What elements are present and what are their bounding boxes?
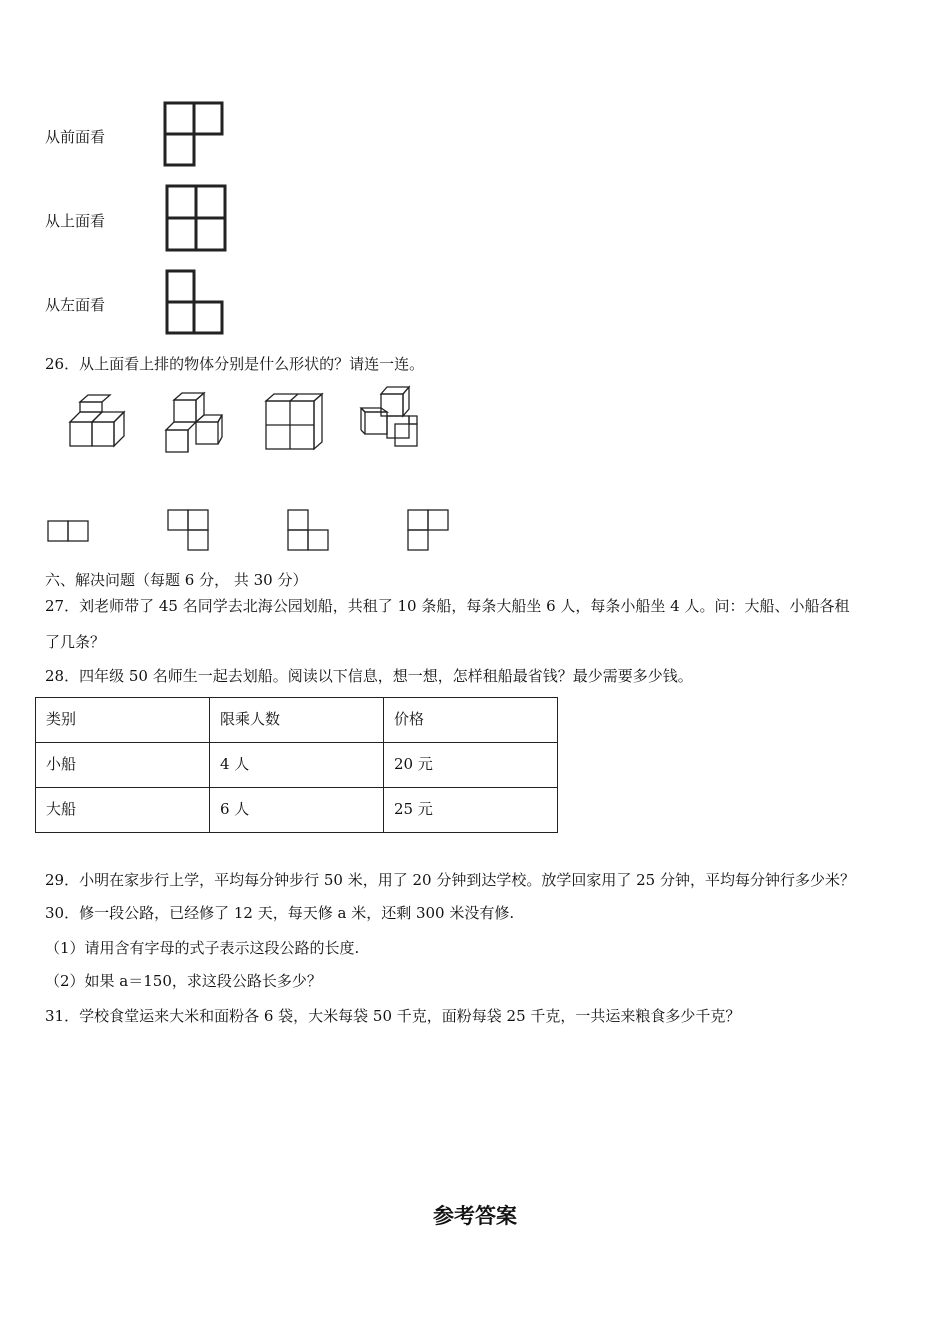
- cube-stack-3: [262, 393, 327, 453]
- question-26: 26．从上面看上排的物体分别是什么形状的？请连一连。: [45, 355, 425, 373]
- section-6-title: 六、解决问题（每题 6 分， 共 30 分）: [45, 571, 308, 589]
- table-cell: 20 元: [384, 743, 558, 788]
- cube-stack-1: [60, 400, 130, 455]
- table-header-cell: 价格: [384, 698, 558, 743]
- top-shape-3: [284, 507, 332, 555]
- boat-rental-table: [35, 697, 558, 833]
- top-shape-2: [164, 507, 212, 555]
- question-30-sub1: （1）请用含有字母的式子表示这段公路的长度.: [45, 939, 360, 957]
- question-27-line2: 了几条？: [45, 633, 106, 651]
- question-27-line1: 27．刘老师带了 45 名同学去北海公园划船，共租了 10 条船，每条大船坐 6 人，每条小船坐 4 人。问：大船、小船各租: [45, 597, 850, 615]
- table-cell: 小船: [36, 743, 210, 788]
- left-view-label: 从左面看: [45, 296, 106, 314]
- table-cell: 4 人: [210, 743, 384, 788]
- cube-stack-2: [158, 392, 228, 457]
- table-header-cell: 限乘人数: [210, 698, 384, 743]
- top-view-figure: [160, 183, 230, 253]
- question-30-sub2: （2）如果 a＝150，求这段公路长多少？: [45, 972, 322, 990]
- front-view-figure: [160, 100, 230, 170]
- table-header-cell: 类别: [36, 698, 210, 743]
- top-shape-4: [404, 507, 452, 555]
- cube-stack-4: [357, 386, 427, 451]
- top-shape-1: [46, 518, 94, 546]
- table-row: [36, 788, 558, 833]
- answer-title: 参考答案: [433, 1203, 517, 1228]
- table-cell: 大船: [36, 788, 210, 833]
- table-cell: 25 元: [384, 788, 558, 833]
- front-view-label: 从前面看: [45, 128, 106, 146]
- question-31: 31．学校食堂运来大米和面粉各 6 袋，大米每袋 50 千克，面粉每袋 25 千克，一共运来粮食多少千克？: [45, 1007, 741, 1025]
- table-row: [36, 743, 558, 788]
- table-header-row: [36, 698, 558, 743]
- top-view-label: 从上面看: [45, 212, 106, 230]
- left-view-figure: [160, 268, 230, 338]
- question-28: 28．四年级 50 名师生一起去划船。阅读以下信息，想一想，怎样租船最省钱？最少需要多少钱。: [45, 667, 693, 685]
- table-cell: 6 人: [210, 788, 384, 833]
- question-30: 30．修一段公路，已经修了 12 天，每天修 a 米，还剩 300 米没有修.: [45, 904, 515, 922]
- question-29: 29．小明在家步行上学，平均每分钟步行 50 米，用了 20 分钟到达学校。放学回家用了 25 分钟，平均每分钟行多少米？: [45, 871, 855, 889]
